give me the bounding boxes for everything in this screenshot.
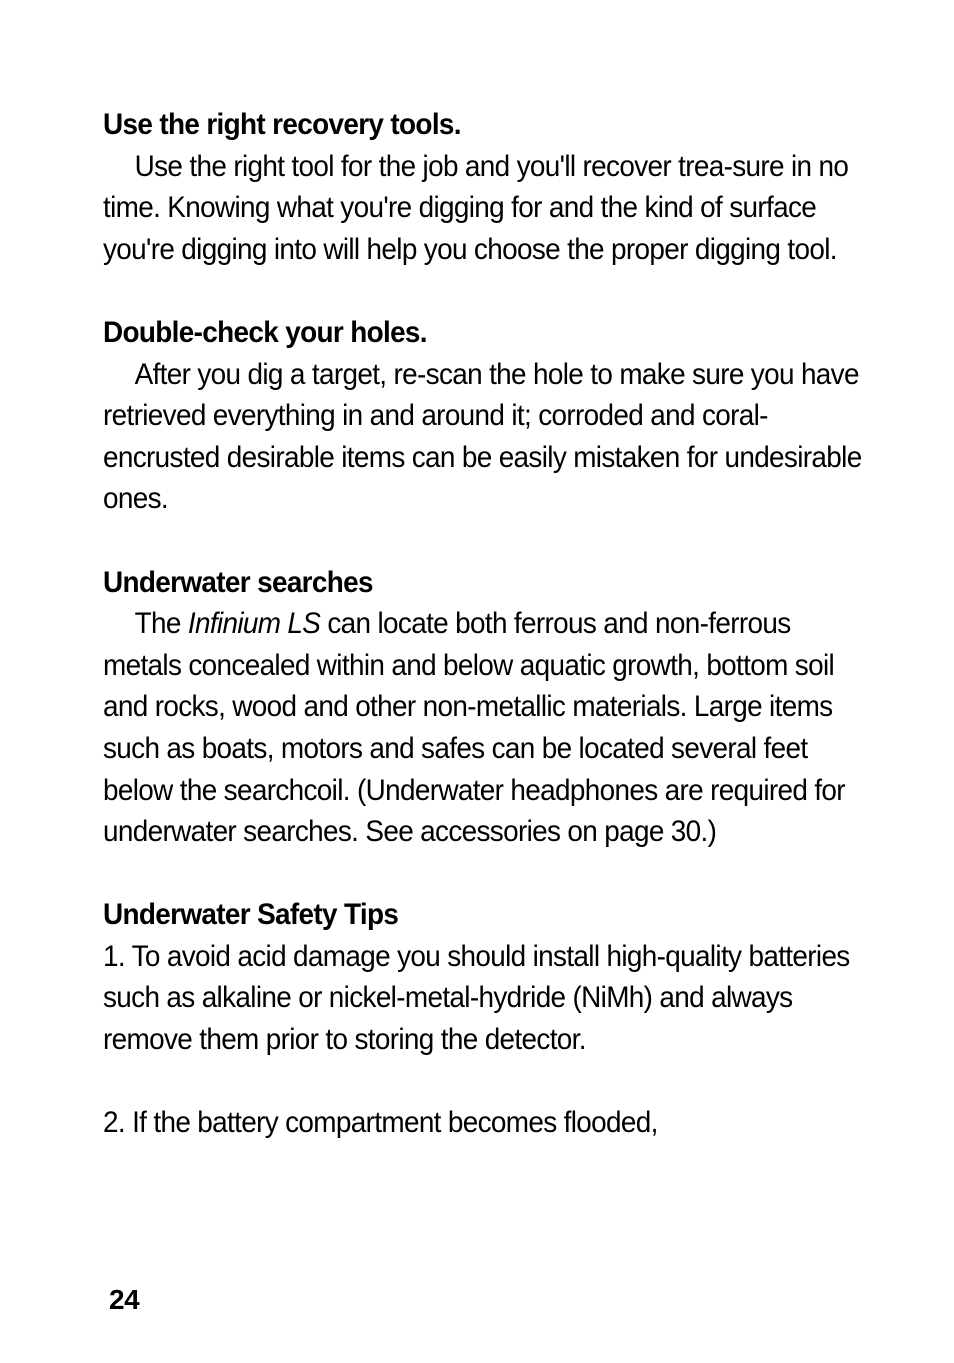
section-heading-double-check: Double-check your holes. [103, 315, 427, 349]
safety-tip-2: 2. If the battery compartment becomes flooded, [103, 1106, 658, 1140]
manual-page-body [103, 104, 863, 1144]
section-gap [103, 520, 863, 562]
page-number: 24 [109, 1284, 140, 1315]
section-paragraph-double-check: After you dig a target, re-scan the hole to make sure you have retrieved everything in and around it; corroded and coral-encrusted desirable items can be easily mistaken for undesirable ones. [103, 357, 862, 516]
section-heading-underwater-searches: Underwater searches [103, 565, 373, 599]
product-name: Infinium LS [187, 607, 321, 641]
section-heading-recovery-tools: Use the right recovery tools. [103, 108, 461, 141]
section-gap [103, 853, 863, 895]
section-gap [103, 1061, 863, 1103]
section-heading-safety-tips: Underwater Safety Tips [103, 898, 399, 932]
safety-tip-1: 1. To avoid acid damage you should install high-quality batteries such as alkaline or nickel-metal-hydride (NiMh) and always remove them prior to storing the detector. [103, 939, 850, 1057]
paragraph-prefix: The [134, 607, 188, 641]
paragraph-rest: can locate both ferrous and non-ferrous metals concealed within and below aquatic growth, bottom soil and rocks, wood and other non-metallic materials. Large items such as boats, motors and safes can be located several feet below the searchcoil. (Underwater headphones are required for underwater searches. See accessories on page 30.) [103, 607, 845, 849]
section-paragraph-underwater-searches [103, 603, 863, 853]
section-paragraph-recovery-tools: Use the right tool for the job and you'll recover trea-sure in no time. Knowing what you're digging for and the kind of surface you're digging into will help you choose the proper digging tool. [103, 149, 849, 266]
section-gap [103, 270, 863, 312]
